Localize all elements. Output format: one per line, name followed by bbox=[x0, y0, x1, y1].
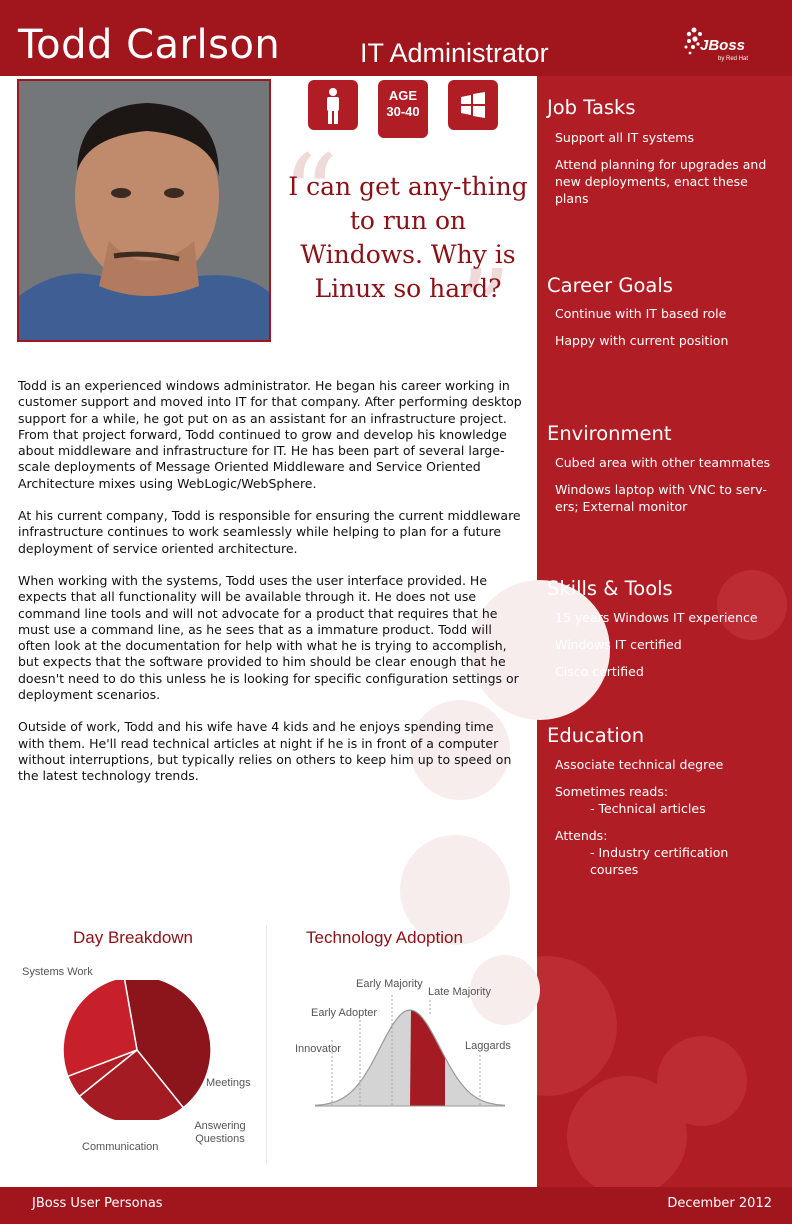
adoption-label: Late Majority bbox=[428, 986, 491, 998]
skill-item: Windows IT certified bbox=[555, 637, 682, 652]
chart-divider bbox=[266, 925, 267, 1165]
adoption-label: Early Majority bbox=[356, 978, 423, 990]
environment-item: Windows laptop with VNC to serv-ers; External monitor bbox=[555, 482, 767, 514]
pie-label: Meetings bbox=[206, 1077, 251, 1089]
persona-name: Todd Carlson bbox=[18, 22, 281, 68]
education-title: Education bbox=[547, 724, 645, 747]
education-attends-value: - Industry certification courses bbox=[590, 845, 729, 877]
portrait-image bbox=[19, 81, 271, 342]
persona-quote: I can get any-thing to run on Windows. Why is Linux so hard? bbox=[288, 172, 528, 303]
open-quote-mark: “ bbox=[282, 131, 339, 259]
footer-date: December 2012 bbox=[667, 1196, 772, 1211]
skill-item: Cisco certified bbox=[555, 664, 644, 679]
pie-label: Communication bbox=[82, 1141, 159, 1153]
adoption-label: Innovator bbox=[295, 1043, 341, 1055]
decor-circle bbox=[717, 570, 787, 640]
skill-item: 15 years Windows IT experience bbox=[555, 610, 758, 625]
bio-paragraph: At his current company, Todd is responsible for ensuring the current middleware infrastructure continues to work seamlessly while helping to plan for a future deployment of service oriented architecture. bbox=[18, 508, 521, 556]
decor-circle bbox=[657, 1036, 747, 1126]
technology-adoption-title: Technology Adoption bbox=[306, 928, 463, 947]
bio-paragraph: Todd is an experienced windows administrator. He began his career working in customer support and moved into IT for that company. After performing desktop support for a while, he got put on as an assistant for an infrastructure project. From that project forward, Todd continued to grow and develop his knowledge about middleware and infrastructure for IT. He has been part of several large-scale deployments of Message Oriented Middleware and Service Oriented Architecture mixes using WebLogic/WebSphere. bbox=[18, 378, 522, 491]
logo-text: JBoss bbox=[700, 37, 746, 54]
gender-badge bbox=[308, 80, 358, 130]
bio-paragraph: When working with the systems, Todd uses the user interface provided. He expects that all functionality will be available through it. He does not use command line tools and will not advocate for a product that requires that he must use a command line, as he sees that as a immature product. Todd will often look at the documentation for help with what he is trying to accomplish, but expects that the software provided to him should be clear enough that he doesn't need to do this unless he is looking for specific configuration settings or deployment scenarios. bbox=[18, 572, 519, 703]
pie-label: Systems Work bbox=[22, 966, 93, 978]
job-task-item: Attend planning for upgrades and new deployments, enact these plans bbox=[555, 157, 767, 206]
pie-label: Answering Questions bbox=[194, 1120, 246, 1145]
male-person-icon bbox=[308, 80, 358, 130]
career-goal-item: Continue with IT based role bbox=[555, 306, 727, 321]
education-reads-value: - Technical articles bbox=[590, 801, 706, 816]
career-goals-title: Career Goals bbox=[547, 274, 673, 297]
skills-title: Skills & Tools bbox=[547, 577, 673, 600]
decor-circle bbox=[537, 956, 617, 1096]
age-label: AGE bbox=[388, 88, 418, 103]
age-badge bbox=[378, 80, 428, 138]
windows-logo-icon bbox=[448, 80, 498, 130]
environment-item: Cubed area with other teammates bbox=[555, 455, 771, 470]
education-item: Associate technical degree bbox=[555, 757, 724, 772]
job-task-item: Support all IT systems bbox=[555, 130, 694, 145]
adoption-label: Early Adopter bbox=[311, 1007, 378, 1019]
education-reads-label: Sometimes reads: bbox=[555, 784, 669, 799]
day-breakdown-pie bbox=[60, 980, 214, 1120]
adoption-curve-area bbox=[315, 1010, 505, 1106]
adoption-label: Laggards bbox=[465, 1040, 511, 1052]
footer-left-text: JBoss User Personas bbox=[32, 1196, 163, 1211]
job-tasks-title: Job Tasks bbox=[547, 96, 636, 119]
education-attends-label: Attends: bbox=[555, 828, 608, 843]
persona-photo bbox=[17, 79, 271, 342]
day-breakdown-title: Day Breakdown bbox=[73, 928, 194, 947]
environment-title: Environment bbox=[547, 422, 672, 445]
footer-bar bbox=[0, 1187, 792, 1224]
bio-paragraph: Outside of work, Todd and his wife have 4 kids and he enjoys spending time with them. He'll read technical articles at night if he is in front of a computer without interruptions, but typically relies on others to keep him up to speed on the latest technology trends. bbox=[18, 719, 512, 784]
career-goal-item: Happy with current position bbox=[555, 333, 729, 348]
age-value: 30-40 bbox=[386, 104, 420, 119]
logo-subtext: by Red Hat bbox=[718, 56, 749, 62]
biography bbox=[18, 378, 524, 801]
persona-role: IT Administrator bbox=[360, 38, 549, 68]
close-quote-mark: ” bbox=[455, 246, 512, 374]
os-badge bbox=[448, 80, 498, 130]
